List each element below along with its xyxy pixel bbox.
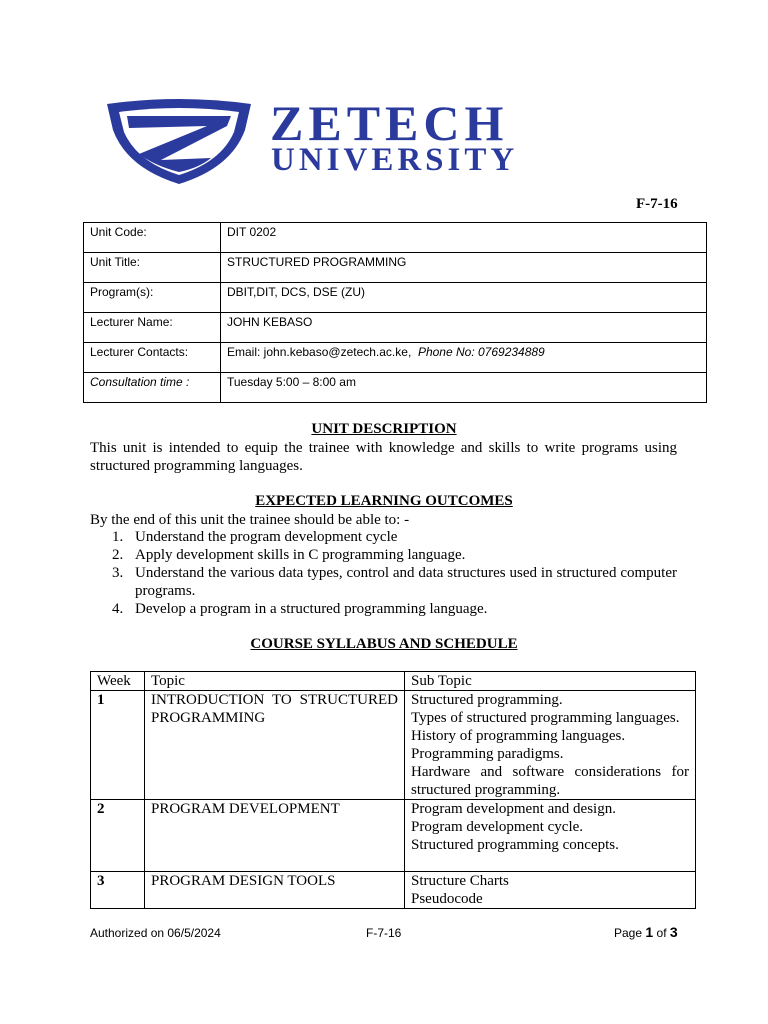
phone-text: Phone No: 0769234889 [417, 345, 545, 359]
table-row [84, 373, 707, 403]
list-item: 2. Apply development skills in C programming language. [112, 547, 466, 563]
subtopic-cell: Program development and design. Program development cycle. Structured programming concepts. [405, 800, 696, 872]
learning-outcomes-list [90, 528, 677, 618]
unit-description-heading: UNIT DESCRIPTION [311, 421, 457, 437]
topic-cell: INTRODUCTION TO STRUCTURED PROGRAMMING [145, 691, 405, 800]
list-item: 4. Develop a program in a structured programming language. [112, 601, 488, 617]
university-logo [103, 96, 623, 188]
programs-value: DBIT,DIT, DCS, DSE (ZU) [221, 283, 707, 313]
topic-cell: PROGRAM DESIGN TOOLS [145, 872, 405, 909]
lecturer-contacts-label: Lecturer Contacts: [84, 343, 221, 373]
table-row [84, 253, 707, 283]
week-cell: 1 [91, 691, 145, 800]
form-code: F-7-16 [636, 196, 678, 212]
lecturer-name-value: JOHN KEBASO [221, 313, 707, 343]
footer-authorized: Authorized on 06/5/2024 [90, 926, 221, 940]
week-cell: 3 [91, 872, 145, 909]
table-row [91, 872, 696, 909]
table-row [91, 691, 696, 800]
topic-cell: PROGRAM DEVELOPMENT [145, 800, 405, 872]
syllabus-heading: COURSE SYLLABUS AND SCHEDULE [250, 636, 518, 652]
lecturer-contacts-value [221, 343, 707, 373]
list-item: 3. Understand the various data types, control and data structures used in structured computer programs. [112, 565, 677, 599]
column-header-week: Week [91, 672, 145, 691]
consultation-time-value: Tuesday 5:00 – 8:00 am [221, 373, 707, 403]
table-row [84, 313, 707, 343]
learning-outcomes-intro: By the end of this unit the trainee should be able to: - [90, 512, 410, 528]
lecturer-name-label: Lecturer Name: [84, 313, 221, 343]
consultation-time-label: Consultation time : [84, 373, 221, 403]
table-row [84, 343, 707, 373]
list-item: 1. Understand the program development cycle [112, 529, 398, 545]
unit-code-label: Unit Code: [84, 223, 221, 253]
week-cell: 2 [91, 800, 145, 872]
shield-logo-icon [103, 96, 255, 186]
subtopic-cell: Structure Charts Pseudocode [405, 872, 696, 909]
learning-outcomes-heading: EXPECTED LEARNING OUTCOMES [255, 493, 513, 509]
logo-wordmark: ZETECH [270, 95, 509, 151]
table-row [91, 800, 696, 872]
unit-title-value: STRUCTURED PROGRAMMING [221, 253, 707, 283]
table-row [84, 223, 707, 253]
unit-code-value: DIT 0202 [221, 223, 707, 253]
email-text: Email: john.kebaso@zetech.ac.ke, [227, 345, 412, 359]
unit-title-label: Unit Title: [84, 253, 221, 283]
unit-description-text: This unit is intended to equip the trainee with knowledge and skills to write programs using structured programming languages. [90, 440, 677, 474]
table-header-row [91, 672, 696, 691]
table-row [84, 283, 707, 313]
column-header-topic: Topic [145, 672, 405, 691]
syllabus-table [90, 671, 696, 909]
unit-info-table [83, 222, 707, 403]
footer-page-number: Page 1 of 3 [614, 924, 678, 940]
subtopic-cell: Structured programming. Types of structured programming languages. History of programming languages. Programming paradigms. Hardware and software considerations for structured programming. [405, 691, 696, 800]
footer-form-code: F-7-16 [366, 926, 402, 940]
column-header-subtopic: Sub Topic [405, 672, 696, 691]
programs-label: Program(s): [84, 283, 221, 313]
logo-subtitle: UNIVERSITY [271, 142, 519, 178]
